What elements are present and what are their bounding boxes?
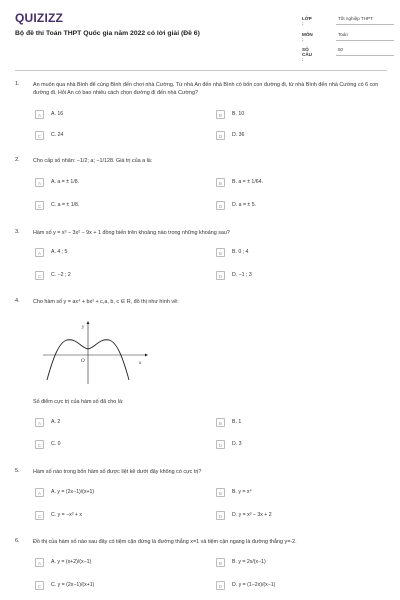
question-text: Hàm số y = x³ − 3x² − 9x + 1 đồng biến trên khoảng nào trong những khoảng sau? xyxy=(33,230,230,236)
option-letter-box: C xyxy=(35,511,44,520)
question-text: Đồ thị của hàm số nào sau đây có tiệm cận đứng là đường thẳng x=1 và tiệm cận ngang là đường thẳng y=-2. xyxy=(33,539,297,545)
option-text: D. −1 ; 3 xyxy=(232,272,252,278)
option-letter-box: D xyxy=(216,131,225,140)
y-axis-label: y xyxy=(82,325,85,330)
option-letter-box: D xyxy=(216,511,225,520)
question-number: 4. xyxy=(15,298,20,304)
option-d[interactable] xyxy=(216,581,386,591)
option-c[interactable] xyxy=(35,201,205,211)
option-text: D. a = ± 5. xyxy=(232,202,257,208)
x-axis-arrow xyxy=(145,354,148,357)
option-letter-box: D xyxy=(216,201,225,210)
question-text: Hàm số nào trong bốn hàm số được liệt kê dưới đây không có cực trị? xyxy=(33,469,202,475)
meta-value: Toán xyxy=(338,32,348,37)
option-b[interactable] xyxy=(216,248,386,258)
meta-underline xyxy=(336,24,394,25)
question-2 xyxy=(15,157,387,217)
option-text: B. y = x⁴ xyxy=(232,489,252,495)
option-a[interactable] xyxy=(35,418,205,428)
option-a[interactable] xyxy=(35,178,205,188)
option-letter-box: B xyxy=(216,558,225,567)
option-letter-box: D xyxy=(216,581,225,590)
meta-label: MÔN : xyxy=(302,32,313,42)
question-number: 5. xyxy=(15,468,20,474)
option-d[interactable] xyxy=(216,201,386,211)
option-text: B. y = 2x/(x−1) xyxy=(232,559,266,565)
option-d[interactable] xyxy=(216,440,386,450)
option-text: C. 24 xyxy=(51,132,64,138)
document-header xyxy=(0,0,400,64)
question-subtext: Số điểm cực trị của hàm số đã cho là: xyxy=(33,399,124,405)
quizizz-logo: QUIZIZZ xyxy=(15,11,64,25)
option-letter-box: A xyxy=(35,110,44,119)
option-c[interactable] xyxy=(35,271,205,281)
option-text: B. 10 xyxy=(232,111,245,117)
option-letter-box: B xyxy=(216,488,225,497)
option-text: D. 3 xyxy=(232,441,242,447)
question-text: An muốn qua nhà Bình để cùng Bình đến chơi nhà Cường. Từ nhà An đến nhà Bình có bốn con đường đi, từ nhà Bình đến nhà Cường có 6 con đường đi. Hỏi An có bao nhiêu cách chọn đường đi đến nhà Cường? xyxy=(33,82,379,96)
header-divider xyxy=(15,70,387,71)
option-letter-box: A xyxy=(35,248,44,257)
question-text: Cho cấp số nhân: −1/2; a; −1/128. Giá trị của a là: xyxy=(33,158,153,164)
option-d[interactable] xyxy=(216,271,386,281)
option-text: A. y = (2x−1)/(x+1) xyxy=(51,489,95,495)
y-axis-arrow xyxy=(87,321,90,324)
question-1 xyxy=(15,81,387,153)
option-d[interactable] xyxy=(216,511,386,521)
option-b[interactable] xyxy=(216,110,386,120)
question-6 xyxy=(15,538,387,596)
option-letter-box: B xyxy=(216,178,225,187)
option-letter-box: A xyxy=(35,178,44,187)
option-text: C. a = ± 1/8. xyxy=(51,202,80,208)
x-axis-label: x xyxy=(139,361,142,366)
question-3 xyxy=(15,229,387,285)
option-c[interactable] xyxy=(35,511,205,521)
option-letter-box: B xyxy=(216,248,225,257)
option-letter-box: A xyxy=(35,558,44,567)
option-text: B. 1 xyxy=(232,419,242,425)
option-c[interactable] xyxy=(35,440,205,450)
option-letter-box: B xyxy=(216,418,225,427)
option-b[interactable] xyxy=(216,178,386,188)
meta-value: 50 xyxy=(338,47,344,52)
option-a[interactable] xyxy=(35,248,205,258)
option-letter-box: C xyxy=(35,581,44,590)
question-number: 1. xyxy=(15,81,20,87)
option-a[interactable] xyxy=(35,558,205,568)
option-b[interactable] xyxy=(216,558,386,568)
option-b[interactable] xyxy=(216,418,386,428)
meta-label: SỐ CÂU : xyxy=(302,47,312,62)
option-text: D. 36 xyxy=(232,132,245,138)
option-letter-box: C xyxy=(35,201,44,210)
option-letter-box: B xyxy=(216,110,225,119)
meta-underline xyxy=(336,40,394,41)
option-text: A. y = (x+2)/(x−1) xyxy=(51,559,92,565)
option-text: C. 0 xyxy=(51,441,61,447)
option-text: A. a = ± 1/8. xyxy=(51,179,80,185)
option-d[interactable] xyxy=(216,131,386,141)
question-number: 2. xyxy=(15,157,20,163)
option-text: B. 0 ; 4 xyxy=(232,249,249,255)
option-text: B. a = ± 1/64. xyxy=(232,179,263,185)
meta-value: Tốt nghiệp THPT xyxy=(338,16,373,21)
meta-underline xyxy=(336,55,394,56)
option-letter-box: C xyxy=(35,131,44,140)
option-text: A. 16 xyxy=(51,111,64,117)
question-number: 3. xyxy=(15,229,20,235)
option-c[interactable] xyxy=(35,581,205,591)
option-text: A. 4 ; 5 xyxy=(51,249,68,255)
question-4 xyxy=(15,298,387,456)
origin-label: O xyxy=(81,359,85,364)
option-letter-box: A xyxy=(35,418,44,427)
option-text: C. y = −x³ + x xyxy=(51,512,82,518)
option-text: C. y = (2x−1)/(x+1) xyxy=(51,582,95,588)
option-letter-box: C xyxy=(35,440,44,449)
option-c[interactable] xyxy=(35,131,205,141)
option-letter-box: D xyxy=(216,440,225,449)
option-text: D. y = (1−2x)/(x−1) xyxy=(232,582,276,588)
option-a[interactable] xyxy=(35,488,205,498)
function-graph xyxy=(35,318,150,388)
option-text: A. 2 xyxy=(51,419,61,425)
document-title: Bộ đề thi Toán THPT Quốc gia năm 2022 có lời giải (Đề 6) xyxy=(15,30,200,37)
option-letter-box: C xyxy=(35,271,44,280)
option-b[interactable] xyxy=(216,488,386,498)
question-5 xyxy=(15,468,387,526)
option-text: C. −2 ; 2 xyxy=(51,272,71,278)
meta-label: LỚP : xyxy=(302,16,312,26)
question-number: 6. xyxy=(15,538,20,544)
option-text: D. y = x³ − 3x + 2 xyxy=(232,512,272,518)
option-a[interactable] xyxy=(35,110,205,120)
question-text: Cho hàm số y = ax⁴ + bx² + c,a, b, c ∈ R, đồ thị như hình vẽ: xyxy=(33,299,179,305)
option-letter-box: A xyxy=(35,488,44,497)
option-letter-box: D xyxy=(216,271,225,280)
